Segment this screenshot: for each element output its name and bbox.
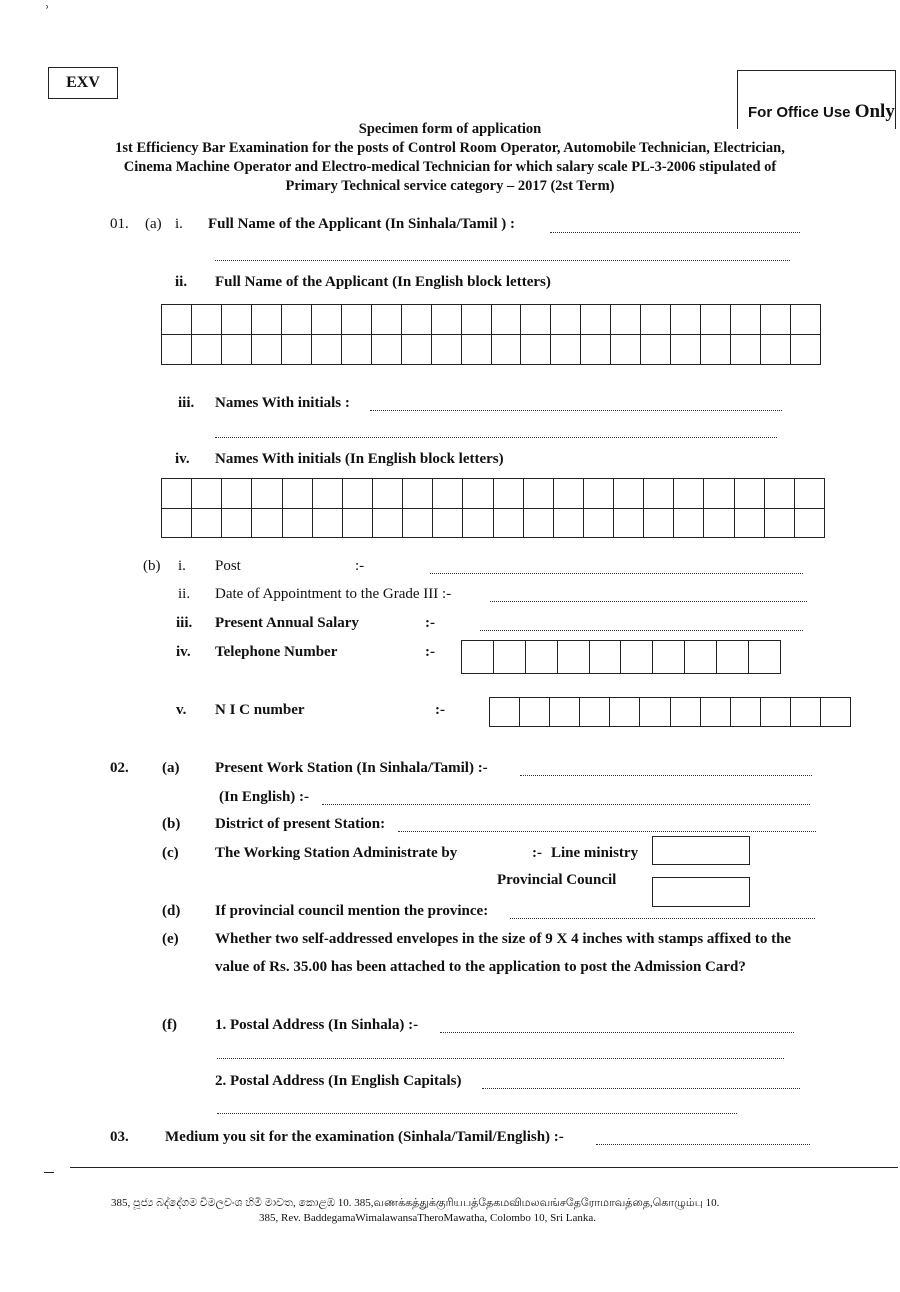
char-box[interactable] (581, 305, 611, 335)
line-ministry-label: Line ministry (551, 845, 639, 861)
footer-address-english: 385, Rev. BaddegamaWimalawansaTheroMawatha, Colombo 10, Sri Lanka. (259, 1212, 597, 1224)
char-box[interactable] (463, 509, 493, 539)
char-box[interactable] (701, 305, 731, 335)
char-box[interactable] (521, 305, 551, 335)
annual-salary-separator: :- (425, 615, 435, 631)
full-name-english-label: Full Name of the Applicant (In English block letters) (215, 274, 551, 290)
names-initials-english-grid[interactable] (161, 478, 825, 538)
form-title: Specimen form of application (358, 121, 542, 137)
char-box[interactable] (671, 698, 701, 727)
char-box[interactable] (492, 305, 522, 335)
char-box[interactable] (550, 698, 580, 727)
item-01-b-iv: iv. (176, 644, 191, 660)
annual-salary-field[interactable] (480, 618, 803, 631)
char-box[interactable] (717, 641, 749, 674)
telephone-separator: :- (425, 644, 435, 660)
char-box[interactable] (749, 641, 781, 674)
char-box[interactable] (584, 479, 614, 509)
work-station-local-field[interactable] (520, 763, 812, 776)
char-box[interactable] (701, 698, 731, 727)
form-subtitle-1: 1st Efficiency Bar Examination for the posts of Control Room Operator, Automobile Technician, Electrician, (115, 140, 785, 156)
char-box[interactable] (192, 305, 222, 335)
char-box[interactable] (641, 305, 671, 335)
form-subtitle-3: Primary Technical service category – 2017 (2st Term) (285, 178, 615, 194)
full-name-english-grid[interactable] (161, 304, 821, 365)
char-box[interactable] (463, 479, 493, 509)
char-box[interactable] (490, 698, 520, 727)
char-box[interactable] (494, 509, 524, 539)
nic-separator: :- (435, 702, 445, 718)
char-box[interactable] (731, 335, 761, 365)
footer-divider (70, 1167, 898, 1168)
char-box[interactable] (462, 641, 494, 674)
telephone-label: Telephone Number (215, 644, 338, 660)
char-box[interactable] (372, 335, 402, 365)
char-box[interactable] (462, 335, 492, 365)
char-box[interactable] (558, 641, 590, 674)
char-box[interactable] (192, 479, 222, 509)
char-box[interactable] (433, 479, 463, 509)
char-box[interactable] (342, 305, 372, 335)
char-box[interactable] (524, 509, 554, 539)
code-box: EXV (48, 67, 118, 99)
char-box[interactable] (373, 479, 403, 509)
provincial-council-label: Provincial Council (497, 872, 617, 888)
item-02-a: (a) (162, 760, 180, 776)
names-initials-english-label: Names With initials (In English block letters) (215, 451, 504, 467)
envelopes-question-line2: value of Rs. 35.00 has been attached to the application to post the Admission Card? (215, 959, 746, 975)
postal-address-english-field-2[interactable] (217, 1101, 737, 1114)
char-box[interactable] (795, 509, 825, 539)
char-box[interactable] (611, 335, 641, 365)
char-box[interactable] (614, 479, 644, 509)
annual-salary-label: Present Annual Salary (215, 615, 359, 631)
char-box[interactable] (704, 509, 734, 539)
char-box[interactable] (402, 305, 432, 335)
char-box[interactable] (614, 509, 644, 539)
char-box[interactable] (313, 509, 343, 539)
names-initials-field[interactable] (370, 398, 782, 411)
char-box[interactable] (433, 509, 463, 539)
char-box[interactable] (731, 305, 761, 335)
office-use-only: Only (854, 101, 895, 122)
char-box[interactable] (761, 335, 791, 365)
char-box[interactable] (343, 509, 373, 539)
char-box[interactable] (462, 305, 492, 335)
char-box[interactable] (644, 479, 674, 509)
nic-grid[interactable] (489, 697, 851, 727)
char-box[interactable] (283, 509, 313, 539)
char-box[interactable] (403, 509, 433, 539)
char-box[interactable] (162, 335, 192, 365)
char-box[interactable] (621, 641, 653, 674)
char-box[interactable] (735, 509, 765, 539)
char-box[interactable] (584, 509, 614, 539)
item-01-b-v: v. (176, 702, 187, 718)
full-name-local-field-2[interactable] (215, 248, 790, 261)
postal-address-sinhala-field-2[interactable] (217, 1046, 784, 1059)
char-box[interactable] (761, 305, 791, 335)
char-box[interactable] (222, 479, 252, 509)
item-01-b-ii: ii. (178, 586, 191, 602)
char-box[interactable] (313, 479, 343, 509)
administrate-by-label: The Working Station Administrate by (215, 845, 458, 861)
item-01-b-i: i. (178, 558, 186, 574)
post-label: Post (215, 558, 241, 574)
char-box[interactable] (252, 509, 282, 539)
char-box[interactable] (701, 335, 731, 365)
char-box[interactable] (581, 335, 611, 365)
char-box[interactable] (521, 335, 551, 365)
char-box[interactable] (282, 305, 312, 335)
char-box[interactable] (373, 509, 403, 539)
char-box[interactable] (282, 335, 312, 365)
work-station-english-label: (In English) :- (219, 789, 310, 805)
char-box[interactable] (403, 479, 433, 509)
office-use-label: For Office Use (748, 104, 851, 121)
char-box[interactable] (520, 698, 550, 727)
char-box[interactable] (402, 335, 432, 365)
char-box[interactable] (671, 305, 701, 335)
char-box[interactable] (342, 335, 372, 365)
item-02-f: (f) (162, 1017, 177, 1033)
postal-address-sinhala-field[interactable] (440, 1020, 794, 1033)
char-box[interactable] (765, 509, 795, 539)
char-box[interactable] (551, 335, 581, 365)
char-box[interactable] (761, 698, 791, 727)
item-01-a-iii: iii. (178, 395, 195, 411)
char-box[interactable] (685, 641, 717, 674)
post-field[interactable] (430, 561, 803, 574)
postal-address-english-field[interactable] (482, 1076, 800, 1089)
item-02-b: (b) (162, 816, 181, 832)
section-01-number: 01. (110, 216, 129, 232)
char-box[interactable] (735, 479, 765, 509)
char-box[interactable] (644, 509, 674, 539)
postal-address-sinhala-label: 1. Postal Address (In Sinhala) :- (215, 1017, 419, 1033)
char-box[interactable] (551, 305, 581, 335)
footer-address-local: 385, පූජ්‍ය බද්දේගම විමලවංශ හිමි මාවත, කොළඹ 10. 385,வணக்கத்துக்குரியபத்தேகமவிமலவங்சதேரோமாவத்தை,கொழும்பு 10. (111, 1197, 720, 1209)
char-box[interactable] (526, 641, 558, 674)
char-box[interactable] (492, 335, 522, 365)
char-box[interactable] (252, 335, 282, 365)
char-box[interactable] (611, 305, 641, 335)
char-box[interactable] (704, 479, 734, 509)
char-box[interactable] (312, 335, 342, 365)
district-field[interactable] (398, 819, 816, 832)
char-box[interactable] (192, 335, 222, 365)
item-01-b: (b) (143, 558, 161, 574)
char-box[interactable] (494, 641, 526, 674)
char-box[interactable] (554, 479, 584, 509)
item-01-a-iv: iv. (175, 451, 190, 467)
char-box[interactable] (343, 479, 373, 509)
full-name-local-field[interactable] (550, 220, 800, 233)
char-box[interactable] (432, 305, 462, 335)
form-subtitle-2: Cinema Machine Operator and Electro-medical Technician for which salary scale PL-3-2006 stipulated of (123, 159, 777, 175)
char-box[interactable] (554, 509, 584, 539)
char-box[interactable] (372, 305, 402, 335)
char-box[interactable] (641, 335, 671, 365)
corner-mark: ʾ (44, 2, 50, 22)
line-ministry-checkbox[interactable] (652, 836, 750, 865)
section-02-number: 02. (110, 760, 129, 776)
envelopes-question-line1: Whether two self-addressed envelopes in the size of 9 X 4 inches with stamps affixed to the (215, 931, 792, 947)
postal-address-english-label: 2. Postal Address (In English Capitals) (215, 1073, 462, 1089)
item-01-a-ii: ii. (175, 274, 188, 290)
section-03-number: 03. (110, 1129, 129, 1145)
char-box[interactable] (192, 509, 222, 539)
char-box[interactable] (162, 509, 192, 539)
exam-medium-label: Medium you sit for the examination (Sinhala/Tamil/English) :- (165, 1129, 564, 1145)
province-label: If provincial council mention the province: (215, 903, 489, 919)
char-box[interactable] (590, 641, 622, 674)
work-station-local-label: Present Work Station (In Sinhala/Tamil) :- (215, 760, 488, 776)
item-02-e: (e) (162, 931, 179, 947)
char-box[interactable] (791, 335, 821, 365)
names-initials-label: Names With initials : (215, 395, 350, 411)
char-box[interactable] (674, 479, 704, 509)
footer-tick (44, 1172, 54, 1173)
char-box[interactable] (671, 335, 701, 365)
char-box[interactable] (791, 305, 821, 335)
telephone-grid[interactable] (461, 640, 781, 674)
char-box[interactable] (580, 698, 610, 727)
char-box[interactable] (653, 641, 685, 674)
char-box[interactable] (222, 305, 252, 335)
item-01-a: (a) (145, 216, 162, 232)
char-box[interactable] (791, 698, 821, 727)
char-box[interactable] (222, 335, 252, 365)
district-label: District of present Station: (215, 816, 386, 832)
char-box[interactable] (252, 479, 282, 509)
char-box[interactable] (795, 479, 825, 509)
char-box[interactable] (640, 698, 670, 727)
char-box[interactable] (222, 509, 252, 539)
char-box[interactable] (432, 335, 462, 365)
provincial-council-checkbox[interactable] (652, 877, 750, 907)
char-box[interactable] (162, 305, 192, 335)
appointment-date-label: Date of Appointment to the Grade III :- (215, 586, 452, 602)
full-name-local-label: Full Name of the Applicant (In Sinhala/Tamil ) : (208, 216, 515, 232)
work-station-english-field[interactable] (322, 792, 810, 805)
char-box[interactable] (162, 479, 192, 509)
item-01-a-i: i. (175, 216, 183, 232)
item-01-b-iii: iii. (176, 615, 193, 631)
nic-label: N I C number (215, 702, 305, 718)
exam-medium-field[interactable] (596, 1132, 810, 1145)
names-initials-field-2[interactable] (215, 425, 777, 438)
char-box[interactable] (494, 479, 524, 509)
char-box[interactable] (312, 305, 342, 335)
char-box[interactable] (283, 479, 313, 509)
char-box[interactable] (765, 479, 795, 509)
administrate-by-separator: :- (532, 845, 542, 861)
char-box[interactable] (610, 698, 640, 727)
char-box[interactable] (524, 479, 554, 509)
char-box[interactable] (252, 305, 282, 335)
char-box[interactable] (821, 698, 851, 727)
char-box[interactable] (674, 509, 704, 539)
appointment-date-field[interactable] (490, 589, 807, 602)
item-02-c: (c) (162, 845, 179, 861)
province-field[interactable] (510, 906, 815, 919)
item-02-d: (d) (162, 903, 181, 919)
post-separator: :- (355, 558, 365, 574)
char-box[interactable] (731, 698, 761, 727)
